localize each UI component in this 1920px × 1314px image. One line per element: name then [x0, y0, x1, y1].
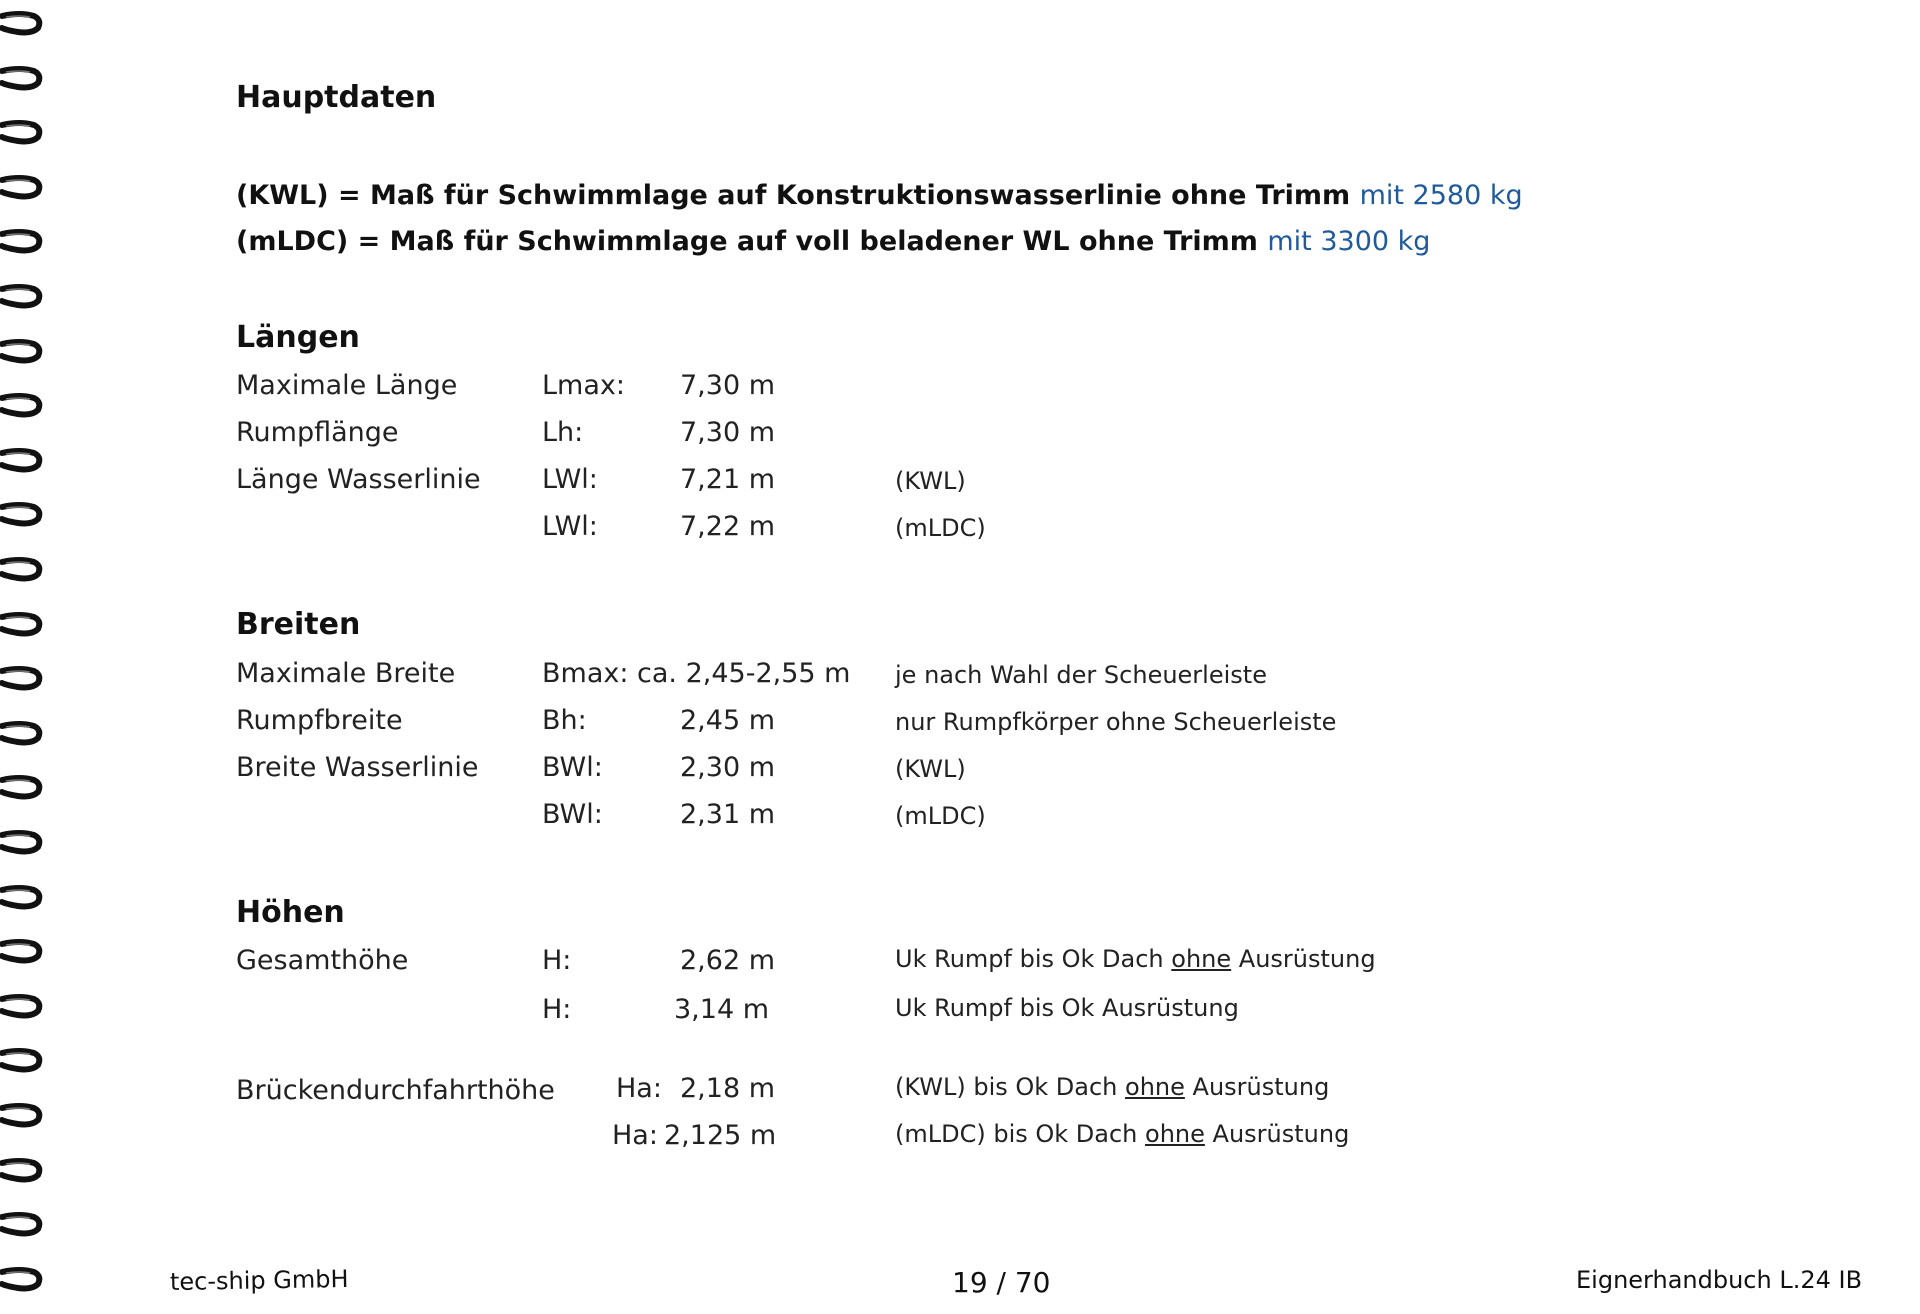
- hoehen-note: [895, 994, 1239, 1022]
- binding-coil: [0, 882, 44, 912]
- hoehen-note: [895, 1073, 1329, 1101]
- section-heading-breiten: Breiten: [236, 607, 361, 642]
- binding-coil: [0, 772, 44, 802]
- section-heading-hoehen: Höhen: [236, 895, 345, 930]
- hoehen-note-underlined: ohne: [1145, 1120, 1205, 1148]
- binding-coil: [0, 281, 44, 311]
- binding-coil: [0, 1100, 44, 1130]
- page-title: Hauptdaten: [236, 80, 437, 115]
- hoehen-value: 2,62 m: [680, 945, 776, 976]
- hoehen-note: [895, 1120, 1349, 1148]
- binding-coil: [0, 117, 44, 147]
- definition-kwl: [236, 180, 1523, 211]
- hoehen-note-text: (KWL) bis Ok Dach: [895, 1073, 1126, 1101]
- laengen-label: Rumpflänge: [236, 417, 399, 448]
- breiten-note: (KWL): [895, 755, 966, 783]
- binding-coil: [0, 390, 44, 420]
- binding-coil: [0, 1045, 44, 1075]
- binding-coil: [0, 1264, 44, 1294]
- breiten-note: nur Rumpfkörper ohne Scheuerleiste: [895, 708, 1337, 736]
- hoehen-value: 2,18 m: [680, 1073, 776, 1104]
- definition-mldc: [236, 226, 1430, 257]
- breiten-label: Breite Wasserlinie: [236, 752, 479, 783]
- hoehen-abbr: H:: [542, 994, 572, 1025]
- definition-mldc-weight: mit 3300 kg: [1267, 226, 1431, 257]
- hoehen-note: [895, 945, 1376, 973]
- definition-kwl-weight: mit 2580 kg: [1359, 180, 1523, 211]
- laengen-value: 7,30 m: [680, 417, 776, 448]
- binding-coil: [0, 226, 44, 256]
- binding-coil: [0, 827, 44, 857]
- laengen-value: 7,21 m: [680, 464, 776, 495]
- breiten-abbr: Bh:: [542, 705, 587, 736]
- hoehen-note-underlined: ohne: [1125, 1073, 1185, 1101]
- hoehen-note-text: Ausrüstung: [1184, 1073, 1330, 1101]
- hoehen-note-text: Ausrüstung: [1204, 1120, 1350, 1148]
- breiten-abbr: BWl:: [542, 799, 603, 830]
- breiten-value: 2,45 m: [680, 705, 776, 736]
- binding-coil: [0, 609, 44, 639]
- binding-coil: [0, 499, 44, 529]
- breiten-value: 2,31 m: [680, 799, 776, 830]
- laengen-abbr: LWl:: [542, 511, 598, 542]
- breiten-note: je nach Wahl der Scheuerleiste: [895, 661, 1267, 689]
- laengen-label: Länge Wasserlinie: [236, 464, 481, 495]
- binding-coil: [0, 936, 44, 966]
- section-heading-laengen: Längen: [236, 320, 360, 355]
- binding-coil: [0, 1209, 44, 1239]
- hoehen-label: Brückendurchfahrthöhe: [236, 1075, 555, 1106]
- binding-coil: [0, 1155, 44, 1185]
- breiten-value: 2,30 m: [680, 752, 776, 783]
- laengen-abbr: LWl:: [542, 464, 598, 495]
- hoehen-abbr: Ha:: [612, 1120, 658, 1151]
- binding-coil: [0, 8, 44, 38]
- definition-mldc-text: (mLDC) = Maß für Schwimmlage auf voll beladener WL ohne Trimm: [236, 226, 1258, 257]
- laengen-abbr: Lmax:: [542, 370, 625, 401]
- laengen-abbr: Lh:: [542, 417, 584, 448]
- footer-page-number: 19 / 70: [952, 1266, 1051, 1299]
- binding-coil: [0, 445, 44, 475]
- hoehen-note-underlined: ohne: [1171, 945, 1232, 973]
- hoehen-abbr: H:: [542, 945, 572, 976]
- footer-company: tec-ship GmbH: [169, 1264, 349, 1296]
- hoehen-value: 2,125 m: [664, 1120, 777, 1151]
- binding-coil: [0, 718, 44, 748]
- hoehen-note-text: Uk Rumpf bis Ok Dach: [895, 945, 1172, 973]
- binding-coil: [0, 991, 44, 1021]
- binding-coil: [0, 172, 44, 202]
- hoehen-value: 3,14 m: [674, 994, 770, 1025]
- breiten-note: (mLDC): [895, 802, 986, 830]
- laengen-note: (KWL): [895, 467, 966, 495]
- footer-document-title: Eignerhandbuch L.24 IB: [1576, 1266, 1863, 1294]
- hoehen-abbr: Ha:: [616, 1073, 662, 1104]
- binding-coil: [0, 554, 44, 584]
- laengen-label: Maximale Länge: [236, 370, 458, 401]
- definition-kwl-text: (KWL) = Maß für Schwimmlage auf Konstruktionswasserlinie ohne Trimm: [236, 180, 1351, 211]
- laengen-value: 7,30 m: [680, 370, 776, 401]
- laengen-note: (mLDC): [895, 514, 986, 542]
- hoehen-note-text: (mLDC) bis Ok Dach: [895, 1120, 1146, 1148]
- breiten-label: Maximale Breite: [236, 658, 456, 689]
- breiten-abbr: BWl:: [542, 752, 603, 783]
- binding-coil: [0, 663, 44, 693]
- binding-coil: [0, 336, 44, 366]
- hoehen-note-text: Ausrüstung: [1231, 945, 1376, 973]
- breiten-abbr: Bmax: ca. 2,45-2,55 m: [542, 658, 851, 689]
- hoehen-note-text: Uk Rumpf bis Ok Ausrüstung: [895, 994, 1239, 1022]
- binding-coil: [0, 63, 44, 93]
- breiten-label: Rumpfbreite: [236, 705, 403, 736]
- spiral-binding: [0, 0, 60, 1314]
- hoehen-label: Gesamthöhe: [236, 945, 409, 976]
- laengen-value: 7,22 m: [680, 511, 776, 542]
